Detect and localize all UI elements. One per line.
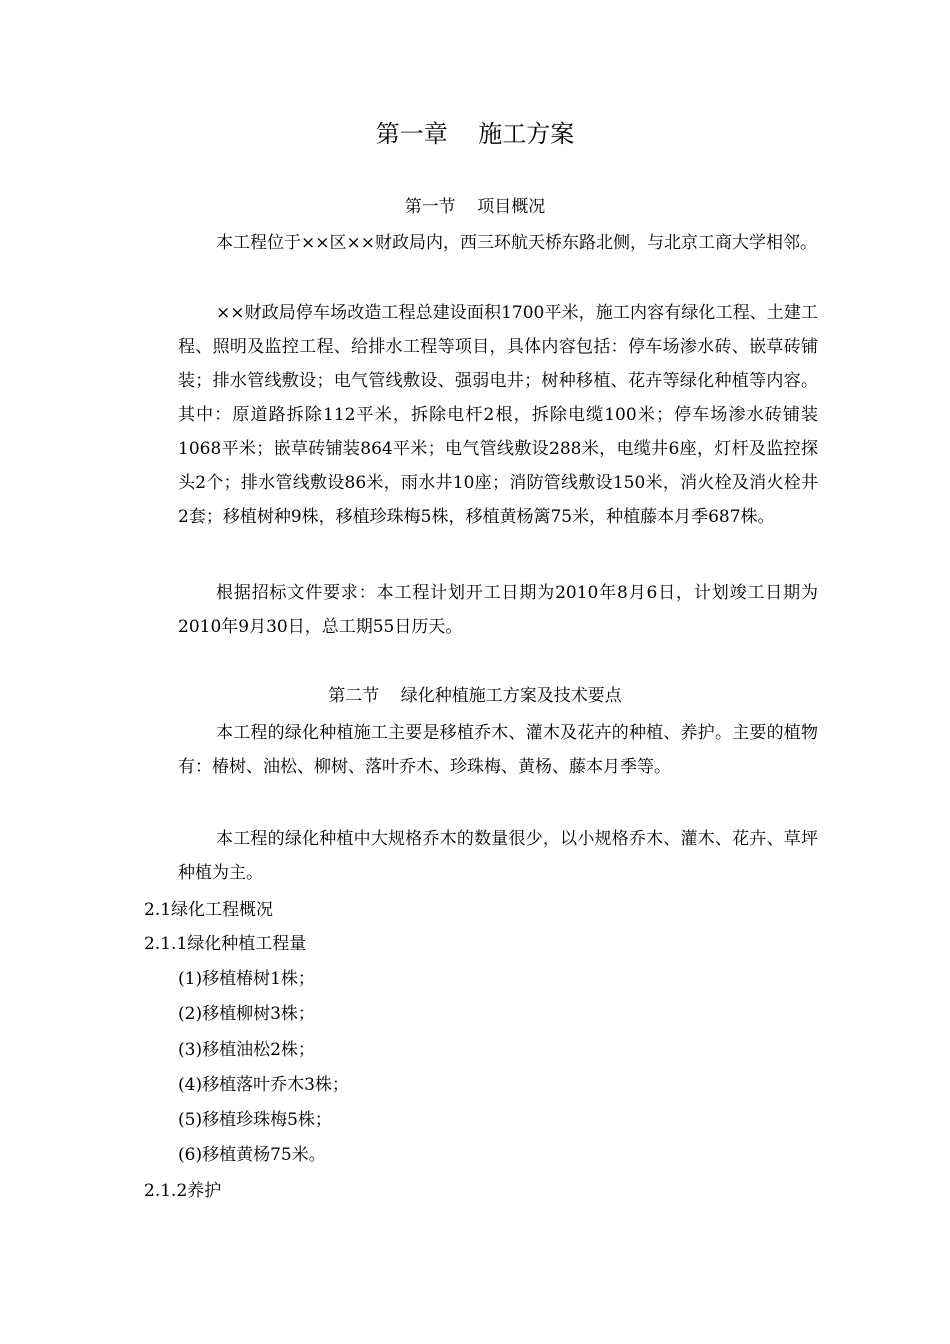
paragraph: 根据招标文件要求：本工程计划开工日期为2010年8月6日，计划竣工日期为2010年9月30日，总工期55日历天。	[178, 583, 818, 637]
paragraph: ××财政局停车场改造工程总建设面积1700平米，施工内容有绿化工程、土建工程、照明及监控工程、给排水工程等项目，具体内容包括：停车场渗水砖、嵌草砖铺装；排水管线敷设；电气管线敷设、强弱电井；树种移植、花卉等绿化种植等内容。其中：原道路拆除112平米，拆除电杆2根，拆除电缆100米；停车场渗水砖铺装1068平米；嵌草砖铺装864平米；电气管线敷设288米，电缆井6座，灯杆及监控探头2个；排水管线敷设86米，雨水井10座；消防管线敷设150米，消火栓及消火栓井2套；移植树种9株，移植珍珠梅5株，移植黄杨篱75米，种植藤本月季687株。	[178, 303, 818, 527]
section-title-2: 第二节 绿化种植施工方案及技术要点	[328, 686, 622, 706]
paragraph: 本工程位于××区××财政局内，西三环航天桥东路北侧，与北京工商大学相邻。	[216, 233, 817, 253]
list-item: (3)移植油松2株；	[178, 1040, 315, 1060]
list-item: (6)移植黄杨75米。	[178, 1145, 326, 1165]
list-item: (2)移植柳树3株；	[178, 1004, 315, 1024]
heading-2-1-2: 2.1.2养护	[144, 1181, 222, 1201]
list-item: (4)移植落叶乔木3株；	[178, 1075, 349, 1095]
paragraph: 本工程的绿化种植中大规格乔木的数量很少，以小规格乔木、灌木、花卉、草坪种植为主。	[178, 829, 818, 883]
heading-2-1: 2.1绿化工程概况	[144, 900, 274, 920]
list-item: (1)移植椿树1株；	[178, 969, 315, 989]
heading-2-1-1: 2.1.1绿化种植工程量	[144, 934, 307, 954]
section-title-1: 第一节 项目概况	[404, 197, 546, 217]
chapter-title: 第一章 施工方案	[375, 120, 575, 148]
paragraph: 本工程的绿化种植施工主要是移植乔木、灌木及花卉的种植、养护。主要的植物有：椿树、油松、柳树、落叶乔木、珍珠梅、黄杨、藤本月季等。	[178, 723, 818, 777]
list-item: (5)移植珍珠梅5株；	[178, 1110, 332, 1130]
